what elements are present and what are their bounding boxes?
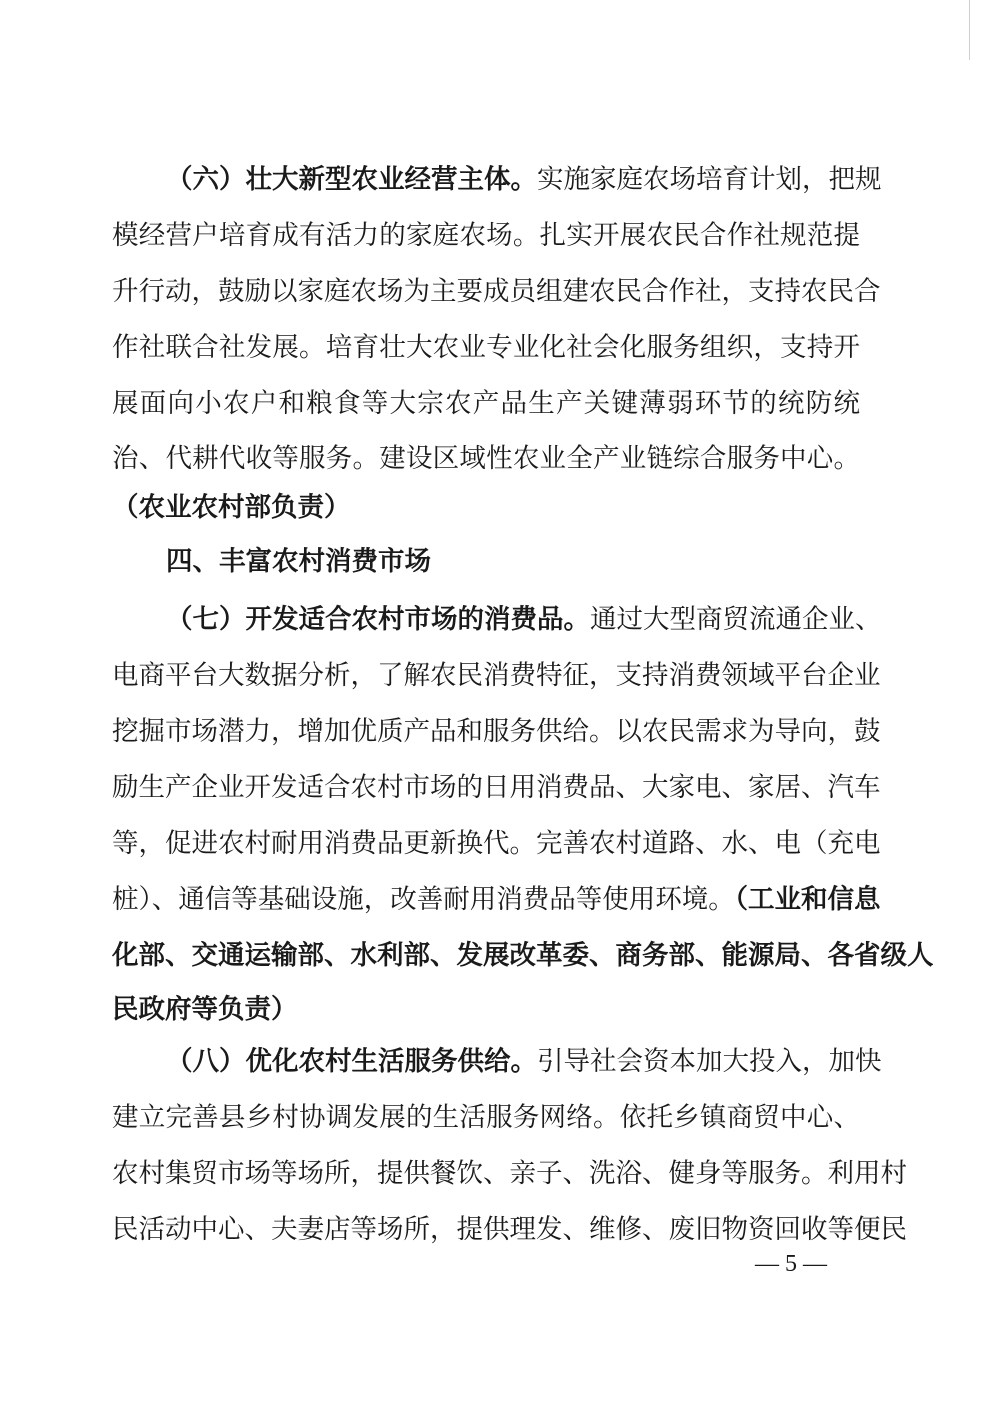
paragraph-6-line-4: 作社联合社发展。培育壮大农业专业化社会化服务组织，支持开	[112, 332, 860, 363]
paragraph-6-responsible: （农业农村部负责）	[112, 492, 351, 523]
paragraph-6-line-2: 模经营户培育成有活力的家庭农场。扎实开展农民合作社规范提	[112, 220, 860, 251]
paragraph-7-line-4: 励生产企业开发适合农村市场的日用消费品、大家电、家居、汽车	[112, 772, 881, 803]
section-4-heading: 四、丰富农村消费市场	[166, 546, 431, 577]
paragraph-7-responsible-line-3: 民政府等负责）	[112, 994, 298, 1025]
page-number: — 5 —	[755, 1251, 827, 1277]
paragraph-7-line-3: 挖掘市场潜力，增加优质产品和服务供给。以农民需求为导向，鼓	[112, 716, 881, 747]
paragraph-6-line-6: 治、代耕代收等服务。建设区域性农业全产业链综合服务中心。	[112, 443, 860, 474]
paragraph-8-line-1	[166, 1038, 882, 1086]
paragraph-7-line-2: 电商平台大数据分析，了解农民消费特征，支持消费领域平台企业	[112, 660, 881, 691]
paragraph-7-line-6	[112, 876, 881, 924]
paragraph-6-line-1-text: 实施家庭农场培育计划，把规	[537, 164, 882, 195]
paragraph-7-heading: （七）开发适合农村市场的消费品。	[166, 604, 590, 635]
scan-edge-line	[969, 0, 970, 60]
paragraph-7-line-1	[166, 596, 882, 644]
paragraph-6-line-5: 展面向小农户和粮食等大宗农产品生产关键薄弱环节的统防统	[112, 388, 860, 419]
paragraph-8-line-4: 民活动中心、夫妻店等场所，提供理发、维修、废旧物资回收等便民	[112, 1214, 907, 1245]
paragraph-8-line-2: 建立完善县乡村协调发展的生活服务网络。依托乡镇商贸中心、	[112, 1102, 860, 1133]
paragraph-8-line-1-text: 引导社会资本加大投入，加快	[537, 1046, 882, 1077]
paragraph-6-line-3: 升行动，鼓励以家庭农场为主要成员组建农民合作社，支持农民合	[112, 276, 881, 307]
paragraph-7-line-1-text: 通过大型商贸流通企业、	[590, 604, 882, 635]
paragraph-8-heading: （八）优化农村生活服务供给。	[166, 1046, 537, 1077]
paragraph-7-responsible-line-2: 化部、交通运输部、水利部、发展改革委、商务部、能源局、各省级人	[112, 940, 934, 971]
paragraph-7-line-6-text: 桩）、通信等基础设施，改善耐用消费品等使用环境。	[112, 884, 735, 915]
paragraph-6-heading: （六）壮大新型农业经营主体。	[166, 164, 537, 195]
paragraph-7-line-5: 等，促进农村耐用消费品更新换代。完善农村道路、水、电（充电	[112, 828, 881, 859]
paragraph-6-line-1	[166, 156, 882, 204]
paragraph-7-responsible-start: （工业和信息	[734, 884, 881, 915]
paragraph-8-line-3: 农村集贸市场等场所，提供餐饮、亲子、洗浴、健身等服务。利用村	[112, 1158, 907, 1189]
